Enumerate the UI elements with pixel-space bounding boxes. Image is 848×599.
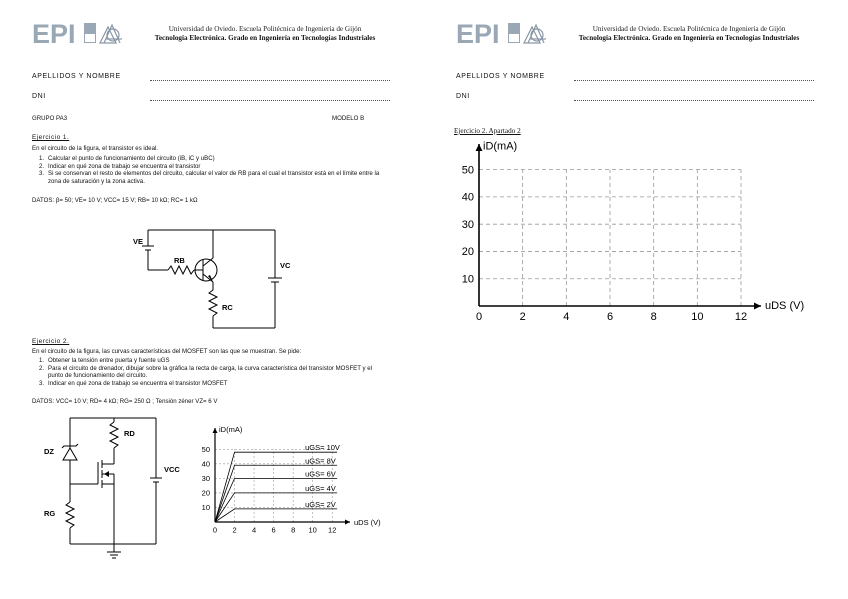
document-header <box>135 25 395 43</box>
name-blank[interactable] <box>150 80 390 81</box>
x-axis-label: uDS (V) <box>765 300 805 312</box>
curve-series <box>215 509 337 522</box>
dni-field[interactable] <box>32 93 390 103</box>
series-label: uGS= 2V <box>305 499 336 509</box>
exam-page-right <box>424 0 848 599</box>
exercise-2-title: Ejercicio 2. <box>32 338 70 345</box>
y-axis-arrow <box>476 144 483 151</box>
y-tick-label: 20 <box>461 246 474 259</box>
y-tick-label: 20 <box>201 488 210 498</box>
group-label: GRUPO PA3 <box>32 115 68 122</box>
x-tick-label: 10 <box>691 311 704 323</box>
rb-label: RB <box>174 256 185 265</box>
course-name: Tecnología Electrónica. Grado en Ingeniería en Tecnologías Industriales <box>154 34 376 42</box>
exercise-1-item: 3. Si se conservan el resto de elementos del circuito, calcular el valor de RB para el cual el transistor está en el límite entre la zona de saturación y la zona activa. <box>39 170 380 185</box>
exercise-1-intro: En el circuito de la figura, el transistor es ideal. <box>32 145 158 152</box>
exercise-2-list <box>36 357 381 387</box>
dz-label: DZ <box>44 447 54 456</box>
y-axis-label: iD(mA) <box>483 140 518 153</box>
dni-label: DNI <box>32 93 46 100</box>
exercise-2-intro: En el circuito de la figura, las curvas características del MOSFET son las que se muestran. Se pide: <box>32 348 302 355</box>
series-label: uGS= 8V <box>305 456 336 466</box>
ve-label: VE <box>133 237 144 246</box>
x-tick-label: 10 <box>308 525 317 535</box>
epi-logo <box>456 19 560 47</box>
x-tick-label: 6 <box>271 525 276 535</box>
name-field[interactable] <box>32 73 390 83</box>
exercise-1-list <box>36 155 381 185</box>
y-tick-label: 40 <box>461 191 474 204</box>
y-tick-label: 10 <box>461 273 474 286</box>
exercise-1-title: Ejercicio 1. <box>32 134 70 141</box>
y-tick-label: 50 <box>461 164 474 177</box>
dni-blank[interactable] <box>574 100 814 101</box>
rc-label: RC <box>222 303 233 312</box>
exercise-2-item: 2. Para el circuito de drenador, dibujar sobre la gráfica la recta de carga, la curva característica del transistor MOSFET y el punto de funcionamiento del circuito. <box>39 364 373 380</box>
y-axis-arrow <box>213 428 218 433</box>
series-label: uGS= 4V <box>305 483 336 493</box>
exercise-2-item: 1. Obtener la tensión entre puerta y fuente uGS <box>39 357 170 364</box>
dni-blank[interactable] <box>150 100 390 101</box>
name-field[interactable] <box>456 73 814 83</box>
course-name: Tecnología Electrónica. Grado en Ingeniería en Tecnologías Industriales <box>578 34 800 42</box>
institution-name: Universidad de Oviedo. Escuela Politécnica de Ingeniería de Gijón <box>168 25 362 33</box>
rd-label: RD <box>124 429 135 438</box>
document-header <box>559 25 819 43</box>
y-tick-label: 40 <box>201 459 210 469</box>
x-tick-label: 8 <box>291 525 296 535</box>
vcc-label: VCC <box>164 465 180 474</box>
x-tick-label: 8 <box>650 311 657 323</box>
rg-label: RG <box>44 509 56 518</box>
mosfet-circuit-diagram <box>40 412 190 562</box>
exercise-1-item: 2. Indicar en qué zona de trabajo se encuentra el transistor <box>39 162 201 170</box>
exercise-1-item: 1. Calcular el punto de funcionamiento del circuito (iB, iC y uBC) <box>39 155 215 162</box>
x-tick-label: 0 <box>475 311 483 323</box>
x-tick-label: 6 <box>606 311 614 323</box>
series-label: uGS= 10V <box>305 443 340 453</box>
y-tick-label: 30 <box>461 218 474 231</box>
x-tick-label: 2 <box>232 525 237 535</box>
mosfet-characteristics-chart <box>195 418 390 534</box>
series-label: uGS= 6V <box>305 469 336 479</box>
name-label: APELLIDOS Y NOMBRE <box>456 73 545 80</box>
x-tick-label: 4 <box>563 311 570 323</box>
x-tick-label: 12 <box>734 311 748 323</box>
name-label: APELLIDOS Y NOMBRE <box>32 73 121 80</box>
exercise-2-data: DATOS: VCC= 10 V; RD= 4 kΩ; RG= 250 Ω ; Tensión zéner VZ= 6 V <box>32 398 218 405</box>
vc-label: VC <box>280 261 291 270</box>
y-axis-label: iD(mA) <box>219 424 243 434</box>
institution-name: Universidad de Oviedo. Escuela Politécnica de Ingeniería de Gijón <box>592 25 786 33</box>
model-label: MODELO B <box>332 115 365 122</box>
svg-text:EPI: EPI <box>32 19 76 49</box>
x-axis-label: uDS (V) <box>354 518 381 527</box>
exercise-2-item: 3. Indicar en qué zona de trabajo se encuentra el transistor MOSFET <box>39 379 228 387</box>
exercise-1-data: DATOS: β= 50; VE= 10 V; VCC= 15 V; RB= 10 kΩ; RC= 1 kΩ <box>32 197 198 204</box>
x-tick-label: 4 <box>251 525 257 535</box>
name-blank[interactable] <box>574 80 814 81</box>
y-tick-label: 30 <box>201 473 210 483</box>
svg-text:EPI: EPI <box>456 19 500 49</box>
bjt-circuit-diagram <box>128 222 291 332</box>
x-tick-label: 0 <box>212 525 218 535</box>
answer-chart-grid[interactable] <box>454 136 834 336</box>
y-tick-label: 10 <box>201 502 210 512</box>
dni-field[interactable] <box>456 93 814 103</box>
epi-logo <box>32 19 136 47</box>
dni-label: DNI <box>456 93 470 100</box>
x-axis-arrow <box>754 303 761 310</box>
section-title: Ejercicio 2. Apartado 2 <box>454 127 521 135</box>
y-tick-label: 50 <box>201 444 210 454</box>
x-axis-arrow <box>345 520 350 525</box>
x-tick-label: 2 <box>519 311 526 323</box>
x-tick-label: 12 <box>328 525 337 535</box>
